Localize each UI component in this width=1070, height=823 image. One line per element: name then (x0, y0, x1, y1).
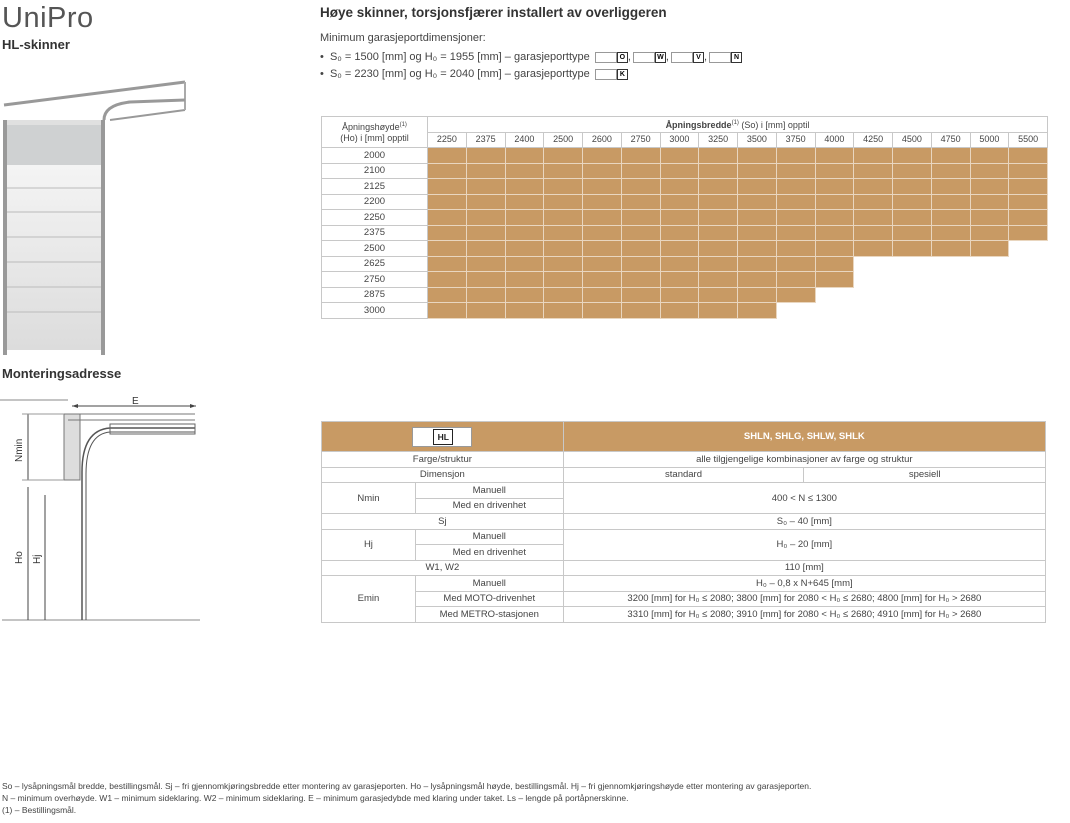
brand-title: UniPro (2, 2, 94, 34)
drivenhet-label: Med en drivenhet (415, 498, 563, 514)
available-cell (1009, 194, 1048, 210)
w-value: 110 [mm] (563, 560, 1045, 576)
unavailable-cell (854, 303, 893, 319)
width-col-header: 5500 (1009, 132, 1048, 148)
unavailable-cell (893, 287, 932, 303)
available-cell (583, 256, 622, 272)
available-cell (544, 241, 583, 257)
available-cell (854, 179, 893, 195)
available-cell (428, 241, 467, 257)
bullet-text: S₀ = 2230 [mm] og H₀ = 2040 [mm] – garasjeporttype (329, 68, 590, 80)
width-col-header: 2750 (621, 132, 660, 148)
available-cell (544, 179, 583, 195)
available-cell (428, 194, 467, 210)
available-cell (970, 148, 1009, 164)
section-heading: Høye skinner, torsjonsfjærer installert av overliggeren (320, 5, 667, 20)
height-row-label: 2000 (322, 148, 428, 164)
available-cell (776, 225, 815, 241)
height-row-label: 2875 (322, 287, 428, 303)
unavailable-cell (854, 256, 893, 272)
available-cell (466, 287, 505, 303)
available-cell (931, 179, 970, 195)
table-row (322, 225, 1048, 241)
table-row (322, 163, 1048, 179)
hl-type-icon: HL (412, 427, 472, 447)
width-col-header: 3000 (660, 132, 699, 148)
available-cell (893, 194, 932, 210)
available-cell (466, 163, 505, 179)
bullet-text: S₀ = 1500 [mm] og H₀ = 1955 [mm] – garasjeporttype (329, 51, 590, 63)
table-row (322, 210, 1048, 226)
type-box-icon (633, 52, 655, 63)
available-cell (738, 194, 777, 210)
width-col-header: 3250 (699, 132, 738, 148)
available-cell (738, 241, 777, 257)
height-row-label: 2200 (322, 194, 428, 210)
height-row-label: 2100 (322, 163, 428, 179)
available-cell (776, 287, 815, 303)
manuell-label: Manuell (415, 576, 563, 592)
available-cell (428, 163, 467, 179)
available-cell (699, 225, 738, 241)
available-cell (621, 163, 660, 179)
available-cell (544, 194, 583, 210)
available-cell (660, 194, 699, 210)
available-cell (776, 148, 815, 164)
standard-label: standard (563, 467, 804, 483)
available-cell (893, 163, 932, 179)
size-availability-table (321, 116, 1048, 319)
type-box-icon (709, 52, 731, 63)
available-cell (428, 225, 467, 241)
available-cell (815, 241, 854, 257)
table-row (322, 287, 1048, 303)
available-cell (699, 163, 738, 179)
width-col-header: 2500 (544, 132, 583, 148)
hj-label: Hj (322, 529, 416, 560)
available-cell (583, 225, 622, 241)
width-col-header: 2375 (466, 132, 505, 148)
available-cell (660, 272, 699, 288)
available-cell (699, 272, 738, 288)
available-cell (466, 210, 505, 226)
available-cell (738, 225, 777, 241)
available-cell (544, 163, 583, 179)
available-cell (815, 194, 854, 210)
available-cell (854, 148, 893, 164)
available-cell (466, 179, 505, 195)
available-cell (583, 287, 622, 303)
available-cell (505, 241, 544, 257)
available-cell (699, 179, 738, 195)
unavailable-cell (970, 303, 1009, 319)
available-cell (699, 256, 738, 272)
available-cell (699, 303, 738, 319)
nmin-label: Nmin (322, 483, 416, 514)
available-cell (583, 163, 622, 179)
dimensjon-label: Dimensjon (322, 467, 564, 483)
width-col-header: 2250 (428, 132, 467, 148)
available-cell (854, 163, 893, 179)
available-cell (466, 225, 505, 241)
available-cell (544, 225, 583, 241)
available-cell (1009, 148, 1048, 164)
footnote-line-2: N – minimum overhøyde. W1 – minimum sideklaring. W2 – minimum sideklaring. E – minimum garasjedybde med klaring under taket. Ls – lengde på portåpnerskinne. (2, 793, 629, 803)
available-cell (738, 287, 777, 303)
nmin-value: 400 < N ≤ 1300 (563, 483, 1045, 514)
type-badge: K (617, 69, 628, 80)
available-cell (544, 303, 583, 319)
available-cell (893, 148, 932, 164)
available-cell (738, 272, 777, 288)
available-cell (428, 303, 467, 319)
type-box-icon (595, 52, 617, 63)
available-cell (466, 303, 505, 319)
available-cell (505, 194, 544, 210)
hl-header (322, 422, 564, 452)
min-dimensions-list (320, 49, 742, 83)
available-cell (583, 241, 622, 257)
available-cell (970, 241, 1009, 257)
specification-table (321, 421, 1046, 623)
available-cell (699, 148, 738, 164)
moto-value: 3200 [mm] for H₀ ≤ 2080; 3800 [mm] for 2080 < H₀ ≤ 2680; 4800 [mm] for H₀ > 2680 (563, 591, 1045, 607)
available-cell (621, 194, 660, 210)
width-col-header: 5000 (970, 132, 1009, 148)
available-cell (854, 241, 893, 257)
farge-label: Farge/struktur (322, 452, 564, 468)
type-badge: V (693, 52, 704, 63)
available-cell (970, 163, 1009, 179)
available-cell (815, 179, 854, 195)
available-cell (776, 256, 815, 272)
available-cell (931, 225, 970, 241)
unavailable-cell (931, 287, 970, 303)
unavailable-cell (970, 287, 1009, 303)
unavailable-cell (1009, 287, 1048, 303)
width-col-header: 4000 (815, 132, 854, 148)
available-cell (738, 256, 777, 272)
available-cell (466, 241, 505, 257)
available-cell (583, 210, 622, 226)
available-cell (931, 194, 970, 210)
table-row (322, 256, 1048, 272)
table-row (322, 179, 1048, 195)
available-cell (621, 256, 660, 272)
available-cell (505, 210, 544, 226)
available-cell (815, 225, 854, 241)
type-badge: O (617, 52, 628, 63)
available-cell (1009, 163, 1048, 179)
available-cell (893, 241, 932, 257)
height-row-label: 2125 (322, 179, 428, 195)
unavailable-cell (1009, 241, 1048, 257)
available-cell (931, 241, 970, 257)
available-cell (428, 256, 467, 272)
table-row (322, 241, 1048, 257)
available-cell (505, 272, 544, 288)
moto-label: Med MOTO-drivenhet (415, 591, 563, 607)
available-cell (815, 210, 854, 226)
min-dimensions-label: Minimum garasjeportdimensjoner: (320, 32, 486, 44)
available-cell (660, 210, 699, 226)
available-cell (505, 163, 544, 179)
available-cell (583, 272, 622, 288)
available-cell (505, 225, 544, 241)
available-cell (776, 179, 815, 195)
table-row (322, 303, 1048, 319)
table-row (322, 194, 1048, 210)
available-cell (621, 225, 660, 241)
available-cell (1009, 179, 1048, 195)
width-col-header: 3500 (738, 132, 777, 148)
available-cell (854, 194, 893, 210)
available-cell (970, 179, 1009, 195)
available-cell (621, 241, 660, 257)
unavailable-cell (893, 303, 932, 319)
width-header: Åpningsbredde$^{(1)}$ (So) i [mm] opptil (428, 117, 1048, 133)
available-cell (505, 148, 544, 164)
available-cell (544, 210, 583, 226)
unavailable-cell (970, 256, 1009, 272)
available-cell (699, 241, 738, 257)
available-cell (428, 210, 467, 226)
unavailable-cell (776, 303, 815, 319)
unavailable-cell (854, 287, 893, 303)
metro-value: 3310 [mm] for H₀ ≤ 2080; 3910 [mm] for 2080 < H₀ ≤ 2680; 4910 [mm] for H₀ > 2680 (563, 607, 1045, 623)
table-row (322, 272, 1048, 288)
height-row-label: 2250 (322, 210, 428, 226)
available-cell (699, 287, 738, 303)
available-cell (738, 163, 777, 179)
e-label: E (132, 396, 139, 407)
available-cell (466, 148, 505, 164)
available-cell (621, 148, 660, 164)
available-cell (660, 148, 699, 164)
bullet-item: • S₀ = 2230 [mm] og H₀ = 2040 [mm] – garasjeporttype K (320, 66, 742, 83)
available-cell (660, 179, 699, 195)
available-cell (776, 194, 815, 210)
unavailable-cell (893, 272, 932, 288)
available-cell (466, 272, 505, 288)
nmin-label: Nmin (14, 438, 25, 462)
height-header: Åpningshøyde$^{(1)}$ (Ho) i [mm] opptil (322, 117, 428, 148)
manuell-label: Manuell (415, 483, 563, 499)
farge-value: alle tilgjengelige kombinasjoner av farge og struktur (563, 452, 1045, 468)
available-cell (583, 303, 622, 319)
unavailable-cell (854, 272, 893, 288)
available-cell (583, 148, 622, 164)
available-cell (1009, 225, 1048, 241)
footnote-line-1: So – lysåpningsmål bredde, bestillingsmål. Sj – fri gjennomkjøringsbredde etter montering av garasjeporten. Ho – lysåpningsmål høyde, bestillingsmål. Hj – fri gjennomkjøringshøyde etter montering av garasjeporten. (2, 781, 812, 791)
available-cell (660, 303, 699, 319)
available-cell (776, 210, 815, 226)
available-cell (776, 272, 815, 288)
unavailable-cell (815, 287, 854, 303)
available-cell (428, 179, 467, 195)
width-col-header: 3750 (776, 132, 815, 148)
available-cell (428, 272, 467, 288)
available-cell (1009, 210, 1048, 226)
metro-label: Med METRO-stasjonen (415, 607, 563, 623)
available-cell (583, 194, 622, 210)
available-cell (738, 210, 777, 226)
available-cell (466, 256, 505, 272)
available-cell (699, 194, 738, 210)
available-cell (815, 163, 854, 179)
available-cell (815, 272, 854, 288)
mounting-title: Monteringsadresse (2, 366, 122, 381)
available-cell (776, 163, 815, 179)
available-cell (466, 194, 505, 210)
height-row-label: 2500 (322, 241, 428, 257)
available-cell (815, 256, 854, 272)
type-badge: W (655, 52, 666, 63)
available-cell (505, 303, 544, 319)
type-badge: N (731, 52, 742, 63)
ho-label: Ho (14, 551, 25, 564)
available-cell (621, 303, 660, 319)
width-col-header: 2400 (505, 132, 544, 148)
garage-door-illustration (0, 80, 195, 355)
emin-manuell-value: H₀ – 0,8 x N+645 [mm] (563, 576, 1045, 592)
available-cell (893, 210, 932, 226)
width-col-header: 4500 (893, 132, 932, 148)
w-label: W1, W2 (322, 560, 564, 576)
available-cell (660, 287, 699, 303)
available-cell (660, 241, 699, 257)
height-row-label: 2375 (322, 225, 428, 241)
available-cell (621, 210, 660, 226)
mounting-diagram (0, 392, 205, 624)
available-cell (505, 179, 544, 195)
available-cell (660, 256, 699, 272)
unavailable-cell (1009, 303, 1048, 319)
type-box-icon (671, 52, 693, 63)
available-cell (544, 148, 583, 164)
available-cell (854, 210, 893, 226)
width-col-header: 4750 (931, 132, 970, 148)
footnote-line-3: (1) – Bestillingsmål. (2, 805, 77, 815)
unavailable-cell (1009, 272, 1048, 288)
unavailable-cell (893, 256, 932, 272)
sj-value: S₀ – 40 [mm] (563, 514, 1045, 530)
table-row (322, 148, 1048, 164)
bullet-item: • S₀ = 1500 [mm] og H₀ = 1955 [mm] – garasjeporttype O , W , V , N (320, 49, 742, 66)
available-cell (893, 225, 932, 241)
spesiell-label: spesiell (804, 467, 1046, 483)
available-cell (544, 287, 583, 303)
available-cell (428, 287, 467, 303)
available-cell (970, 210, 1009, 226)
available-cell (893, 179, 932, 195)
available-cell (621, 272, 660, 288)
available-cell (738, 179, 777, 195)
available-cell (505, 256, 544, 272)
unavailable-cell (815, 303, 854, 319)
available-cell (621, 179, 660, 195)
sj-label: Sj (322, 514, 564, 530)
available-cell (544, 272, 583, 288)
available-cell (776, 241, 815, 257)
available-cell (738, 303, 777, 319)
width-col-header: 2600 (583, 132, 622, 148)
available-cell (544, 256, 583, 272)
unavailable-cell (931, 272, 970, 288)
available-cell (660, 163, 699, 179)
width-col-header: 4250 (854, 132, 893, 148)
hj-label: Hj (32, 554, 43, 564)
type-box-icon (595, 69, 617, 80)
available-cell (738, 148, 777, 164)
available-cell (505, 287, 544, 303)
unavailable-cell (931, 303, 970, 319)
height-row-label: 3000 (322, 303, 428, 319)
available-cell (583, 179, 622, 195)
available-cell (931, 163, 970, 179)
available-cell (815, 148, 854, 164)
unavailable-cell (931, 256, 970, 272)
manuell-label: Manuell (415, 529, 563, 545)
unavailable-cell (1009, 256, 1048, 272)
available-cell (931, 210, 970, 226)
available-cell (621, 287, 660, 303)
unavailable-cell (970, 272, 1009, 288)
height-row-label: 2750 (322, 272, 428, 288)
models-header: SHLN, SHLG, SHLW, SHLK (563, 422, 1045, 452)
available-cell (428, 148, 467, 164)
available-cell (970, 225, 1009, 241)
available-cell (699, 210, 738, 226)
height-row-label: 2625 (322, 256, 428, 272)
hj-value: H₀ – 20 [mm] (563, 529, 1045, 560)
product-subtitle: HL-skinner (2, 37, 70, 52)
drivenhet-label: Med en drivenhet (415, 545, 563, 561)
available-cell (931, 148, 970, 164)
available-cell (660, 225, 699, 241)
available-cell (970, 194, 1009, 210)
available-cell (854, 225, 893, 241)
emin-label: Emin (322, 576, 416, 623)
